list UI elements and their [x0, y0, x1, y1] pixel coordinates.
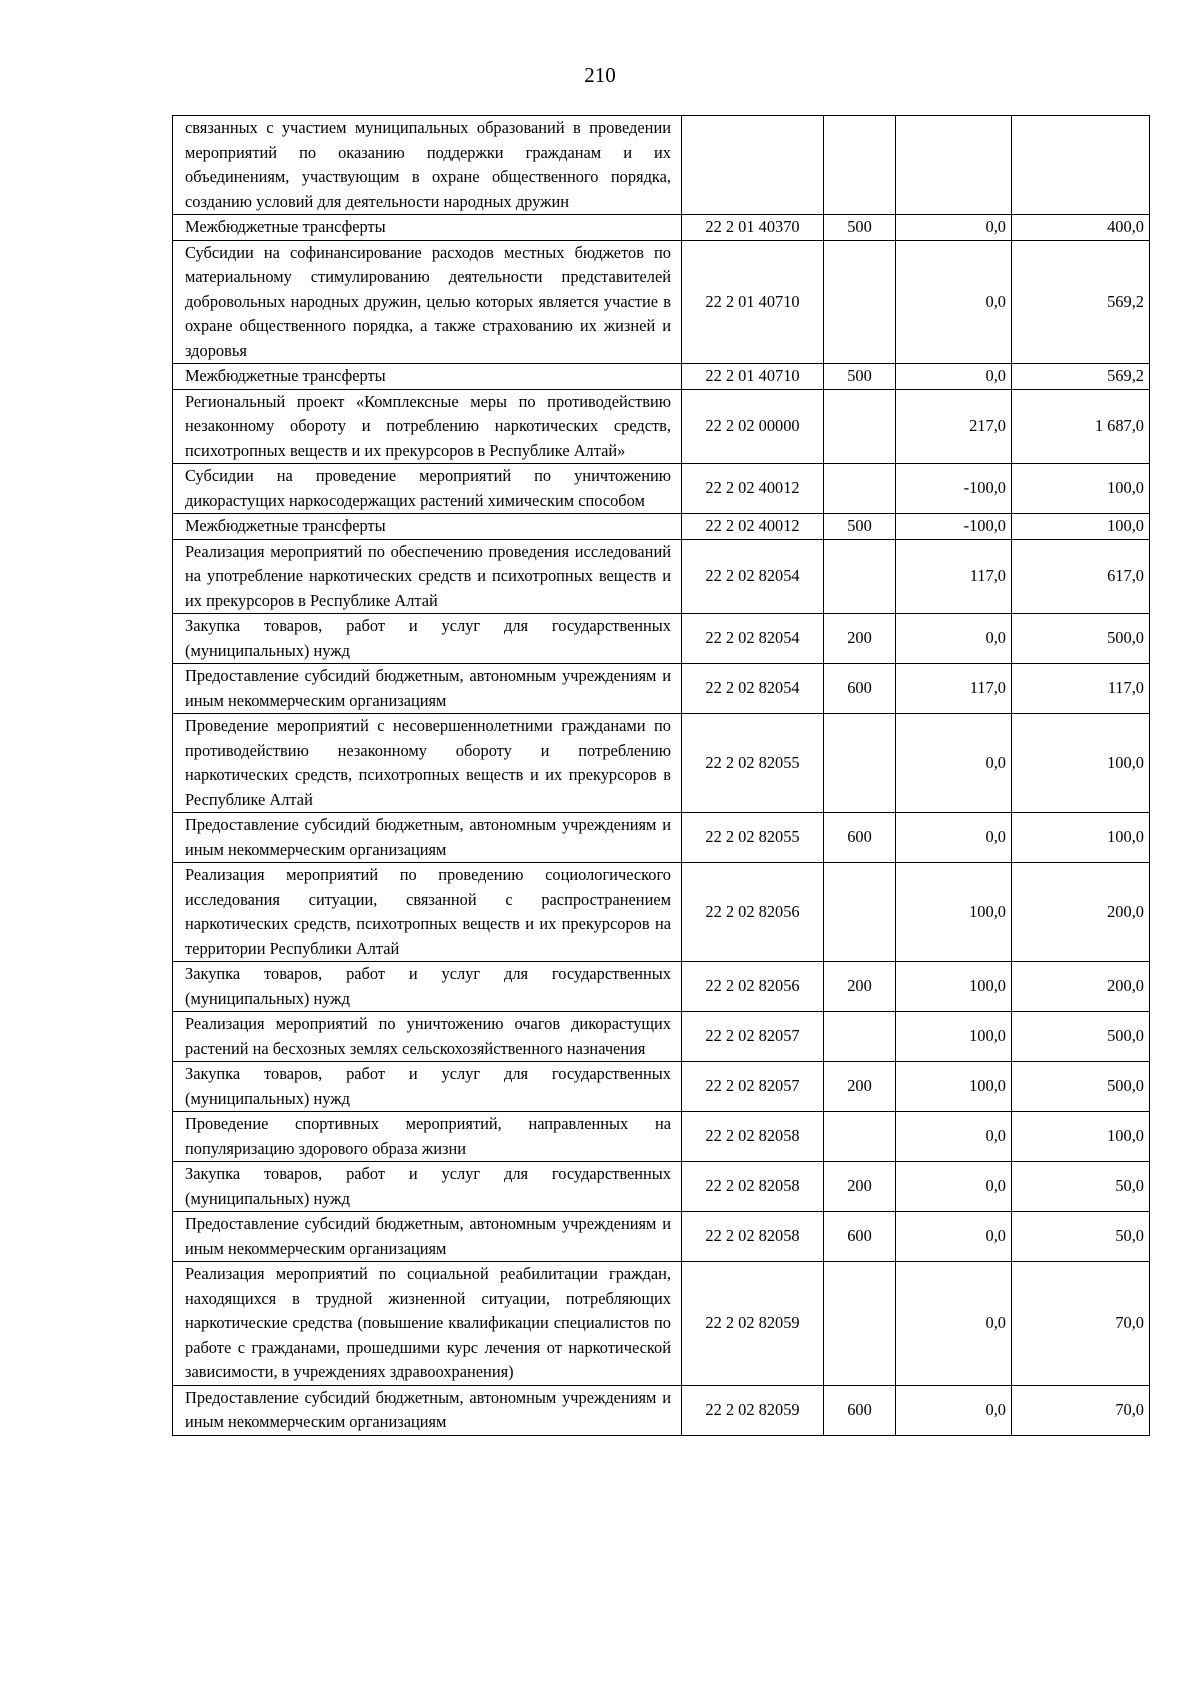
row-budget-code: 22 2 01 40710 [682, 240, 824, 364]
table-row [173, 364, 1150, 390]
row-expense-type: 500 [824, 215, 896, 241]
row-budget-code: 22 2 02 82055 [682, 714, 824, 813]
row-amount-total: 50,0 [1012, 1212, 1150, 1262]
row-amount-change: 0,0 [896, 364, 1012, 390]
row-description: Межбюджетные трансферты [173, 514, 682, 540]
row-description: Региональный проект «Комплексные меры по противодействию незаконному обороту и потреблению наркотических средств, психотропных веществ и их прекурсоров в Республике Алтай» [173, 389, 682, 464]
row-amount-total: 569,2 [1012, 364, 1150, 390]
row-expense-type [824, 863, 896, 962]
row-budget-code: 22 2 02 82059 [682, 1262, 824, 1386]
row-amount-total: 500,0 [1012, 1062, 1150, 1112]
row-expense-type [824, 539, 896, 614]
row-expense-type: 600 [824, 813, 896, 863]
row-description: Предоставление субсидий бюджетным, автономным учреждениям и иным некоммерческим организациям [173, 1212, 682, 1262]
row-description: Реализация мероприятий по обеспечению проведения исследований на употребление наркотических средств и психотропных веществ и их прекурсоров в Республике Алтай [173, 539, 682, 614]
row-amount-total: 117,0 [1012, 664, 1150, 714]
row-expense-type: 200 [824, 962, 896, 1012]
row-amount-change: 0,0 [896, 1112, 1012, 1162]
row-expense-type [824, 116, 896, 215]
table-row [173, 1262, 1150, 1386]
row-budget-code: 22 2 02 82054 [682, 614, 824, 664]
row-amount-total: 400,0 [1012, 215, 1150, 241]
row-expense-type: 200 [824, 1062, 896, 1112]
table-row [173, 464, 1150, 514]
row-description: Проведение спортивных мероприятий, направленных на популяризацию здорового образа жизни [173, 1112, 682, 1162]
row-amount-change [896, 116, 1012, 215]
row-budget-code: 22 2 02 82059 [682, 1385, 824, 1435]
row-description: связанных с участием муниципальных образований в проведении мероприятий по оказанию поддержки гражданам и их объединениям, участвующим в охране общественного порядка, созданию условий для деятельности народных дружин [173, 116, 682, 215]
row-description: Межбюджетные трансферты [173, 215, 682, 241]
row-amount-total [1012, 116, 1150, 215]
row-amount-change: 100,0 [896, 1012, 1012, 1062]
row-amount-change: 0,0 [896, 215, 1012, 241]
row-amount-total: 1 687,0 [1012, 389, 1150, 464]
table-row [173, 1162, 1150, 1212]
row-budget-code: 22 2 02 82057 [682, 1012, 824, 1062]
row-expense-type: 600 [824, 664, 896, 714]
row-amount-total: 100,0 [1012, 514, 1150, 540]
row-amount-change: 0,0 [896, 1162, 1012, 1212]
budget-table [172, 115, 1150, 1436]
row-expense-type: 600 [824, 1212, 896, 1262]
row-amount-change: 0,0 [896, 714, 1012, 813]
row-expense-type [824, 714, 896, 813]
row-expense-type [824, 464, 896, 514]
row-amount-total: 70,0 [1012, 1262, 1150, 1386]
row-amount-total: 200,0 [1012, 962, 1150, 1012]
row-description: Предоставление субсидий бюджетным, автономным учреждениям и иным некоммерческим организациям [173, 1385, 682, 1435]
row-description: Межбюджетные трансферты [173, 364, 682, 390]
page-number: 210 [584, 63, 616, 87]
row-budget-code: 22 2 02 82055 [682, 813, 824, 863]
table-row [173, 863, 1150, 962]
row-amount-change: 217,0 [896, 389, 1012, 464]
row-description: Предоставление субсидий бюджетным, автономным учреждениям и иным некоммерческим организациям [173, 664, 682, 714]
row-amount-change: 100,0 [896, 1062, 1012, 1112]
row-amount-change: -100,0 [896, 514, 1012, 540]
table-row [173, 539, 1150, 614]
row-expense-type [824, 389, 896, 464]
row-budget-code: 22 2 02 82057 [682, 1062, 824, 1112]
row-amount-total: 500,0 [1012, 614, 1150, 664]
row-amount-total: 617,0 [1012, 539, 1150, 614]
table-row [173, 1112, 1150, 1162]
row-amount-change: -100,0 [896, 464, 1012, 514]
row-amount-total: 200,0 [1012, 863, 1150, 962]
row-amount-total: 100,0 [1012, 813, 1150, 863]
row-description: Реализация мероприятий по проведению социологического исследования ситуации, связанной с распространением наркотических средств, психотропных веществ и их прекурсоров на территории Республики Алтай [173, 863, 682, 962]
row-amount-change: 117,0 [896, 664, 1012, 714]
row-expense-type [824, 240, 896, 364]
budget-table-body [173, 116, 1150, 1436]
row-description: Реализация мероприятий по социальной реабилитации граждан, находящихся в трудной жизненной ситуации, потребляющих наркотические средства (повышение квалификации специалистов по работе с гражданами, прошедшими курс лечения от наркотической зависимости, в учреждениях здравоохранения) [173, 1262, 682, 1386]
row-description: Проведение мероприятий с несовершеннолетними гражданами по противодействию незаконному обороту и потреблению наркотических средств, психотропных веществ и их прекурсоров в Республике Алтай [173, 714, 682, 813]
row-amount-total: 50,0 [1012, 1162, 1150, 1212]
table-row [173, 962, 1150, 1012]
row-amount-change: 100,0 [896, 962, 1012, 1012]
row-description: Субсидии на софинансирование расходов местных бюджетов по материальному стимулированию деятельности представителей добровольных народных дружин, целью которых является участие в охране общественного порядка, а также страхованию их жизней и здоровья [173, 240, 682, 364]
row-amount-total: 569,2 [1012, 240, 1150, 364]
table-row [173, 813, 1150, 863]
row-amount-total: 70,0 [1012, 1385, 1150, 1435]
table-row [173, 514, 1150, 540]
row-description: Субсидии на проведение мероприятий по уничтожению дикорастущих наркосодержащих растений химическим способом [173, 464, 682, 514]
table-row [173, 1212, 1150, 1262]
table-row [173, 240, 1150, 364]
row-amount-total: 100,0 [1012, 1112, 1150, 1162]
table-row [173, 1385, 1150, 1435]
row-budget-code: 22 2 01 40710 [682, 364, 824, 390]
row-budget-code [682, 116, 824, 215]
table-row [173, 215, 1150, 241]
row-budget-code: 22 2 02 82058 [682, 1212, 824, 1262]
row-amount-change: 0,0 [896, 614, 1012, 664]
row-budget-code: 22 2 02 40012 [682, 464, 824, 514]
table-row [173, 664, 1150, 714]
row-description: Закупка товаров, работ и услуг для государственных (муниципальных) нужд [173, 614, 682, 664]
row-expense-type: 200 [824, 614, 896, 664]
row-budget-code: 22 2 02 82056 [682, 863, 824, 962]
row-expense-type [824, 1012, 896, 1062]
row-expense-type: 600 [824, 1385, 896, 1435]
row-amount-total: 500,0 [1012, 1012, 1150, 1062]
row-budget-code: 22 2 02 40012 [682, 514, 824, 540]
table-row [173, 116, 1150, 215]
row-amount-change: 100,0 [896, 863, 1012, 962]
row-budget-code: 22 2 02 82058 [682, 1112, 824, 1162]
row-description: Закупка товаров, работ и услуг для государственных (муниципальных) нужд [173, 1162, 682, 1212]
row-expense-type: 200 [824, 1162, 896, 1212]
row-amount-total: 100,0 [1012, 464, 1150, 514]
row-amount-change: 0,0 [896, 1262, 1012, 1386]
row-amount-change: 0,0 [896, 1212, 1012, 1262]
row-budget-code: 22 2 02 82054 [682, 664, 824, 714]
table-row [173, 1012, 1150, 1062]
row-expense-type [824, 1262, 896, 1386]
row-budget-code: 22 2 02 82054 [682, 539, 824, 614]
row-expense-type: 500 [824, 364, 896, 390]
row-description: Предоставление субсидий бюджетным, автономным учреждениям и иным некоммерческим организациям [173, 813, 682, 863]
row-amount-change: 0,0 [896, 813, 1012, 863]
row-expense-type [824, 1112, 896, 1162]
row-amount-total: 100,0 [1012, 714, 1150, 813]
row-budget-code: 22 2 02 82058 [682, 1162, 824, 1212]
row-description: Закупка товаров, работ и услуг для государственных (муниципальных) нужд [173, 1062, 682, 1112]
table-row [173, 714, 1150, 813]
table-row [173, 614, 1150, 664]
row-budget-code: 22 2 01 40370 [682, 215, 824, 241]
table-row [173, 389, 1150, 464]
row-description: Реализация мероприятий по уничтожению очагов дикорастущих растений на бесхозных землях сельскохозяйственного назначения [173, 1012, 682, 1062]
row-amount-change: 0,0 [896, 1385, 1012, 1435]
table-row [173, 1062, 1150, 1112]
row-amount-change: 117,0 [896, 539, 1012, 614]
row-budget-code: 22 2 02 82056 [682, 962, 824, 1012]
row-amount-change: 0,0 [896, 240, 1012, 364]
row-budget-code: 22 2 02 00000 [682, 389, 824, 464]
row-description: Закупка товаров, работ и услуг для государственных (муниципальных) нужд [173, 962, 682, 1012]
row-expense-type: 500 [824, 514, 896, 540]
